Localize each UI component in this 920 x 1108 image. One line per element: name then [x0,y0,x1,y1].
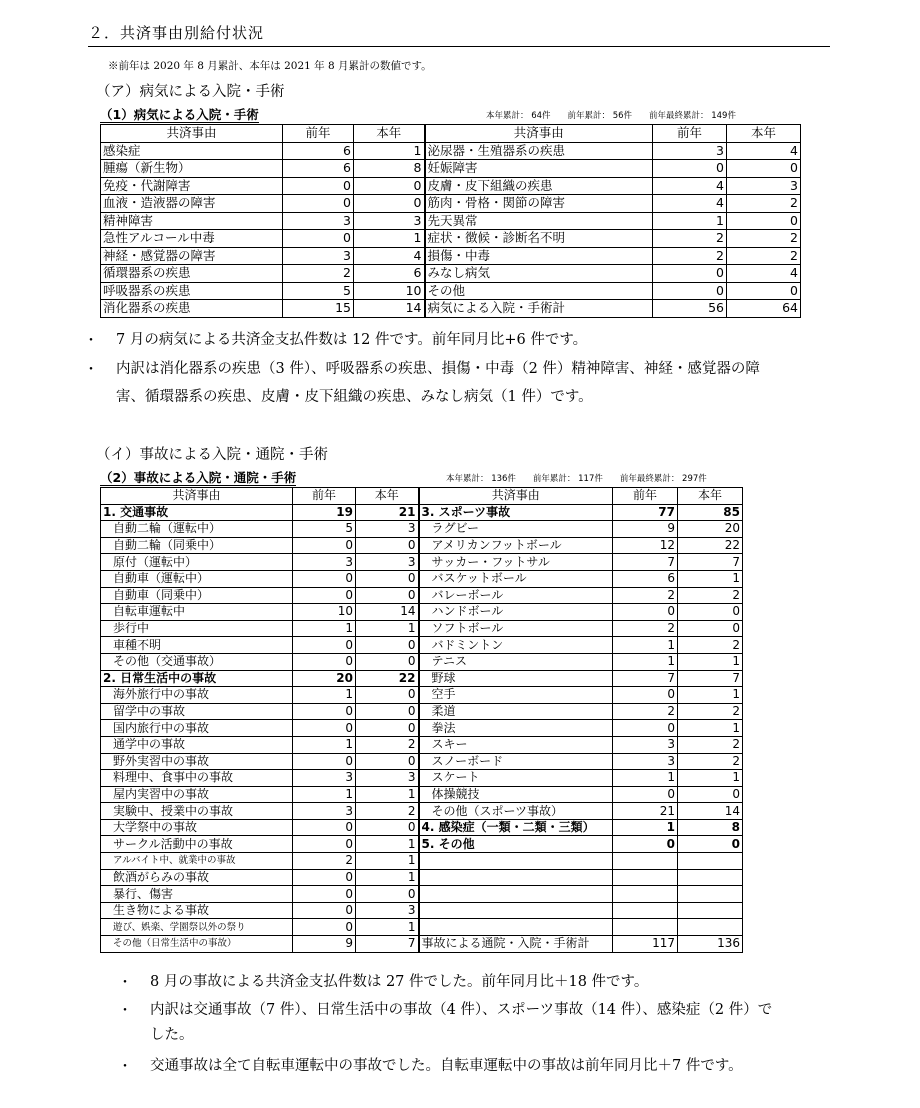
illness-table-cell: 10 [354,282,425,300]
illness-table-cell: 8 [354,160,425,178]
illness-table-header-cell: 前年 [283,125,354,143]
illness-table-cell: 0 [653,282,727,300]
accident-table-cell: 0 [678,836,743,853]
accident-table-cell: 0 [293,836,356,853]
accident-table-cell: 5 [293,521,356,538]
illness-stats: 本年累計： 64件 前年累計： 56件 前年最終累計： 149件 [486,111,736,121]
illness-table-cell: 消化器系の疾患 [101,300,283,318]
accident-table-cell: 0 [293,753,356,770]
accident-table-cell: 留学中の事故 [101,703,293,720]
accident-table-cell: バスケットボール [419,570,613,587]
illness-table-header-row [101,125,801,143]
accident-table-row [101,604,743,621]
illness-table-cell: 妊娠障害 [425,160,653,178]
illness-table-row [101,160,801,178]
accident-table-cell: 3. スポーツ事故 [419,504,613,521]
accident-table-cell: 3 [613,736,678,753]
illness-table-cell: みなし病気 [425,265,653,283]
illness-table-row [101,265,801,283]
illness-table-cell: 3 [653,142,727,160]
illness-table-cell: 2 [727,247,801,265]
accident-table-cell: 歩行中 [101,620,293,637]
illness-table-cell: 2 [653,247,727,265]
accident-table-cell: 3 [613,753,678,770]
illness-table-row [101,300,801,318]
accident-table-cell: 0 [293,570,356,587]
accident-table-row [101,753,743,770]
illness-table-header-cell: 前年 [653,125,727,143]
illness-table-cell: 1 [354,230,425,248]
accident-table-cell: 事故による通院・入院・手術計 [419,936,613,953]
accident-table-cell: 19 [293,504,356,521]
illness-table-cell: 14 [354,300,425,318]
accident-table-cell: 2 [613,587,678,604]
accident-table-cell: 1 [293,620,356,637]
illness-table-cell: 0 [727,160,801,178]
accident-table-cell: 0 [356,570,419,587]
illness-table-cell: 4 [653,195,727,213]
accident-table-cell: 1 [613,770,678,787]
accident-table-cell: 実験中、授業中の事故 [101,803,293,820]
illness-table-cell: 感染症 [101,142,283,160]
accident-table-cell: 2 [678,637,743,654]
illness-table [100,124,801,318]
illness-table-cell: 循環器系の疾患 [101,265,283,283]
illness-table-cell: 筋肉・骨格・関節の障害 [425,195,653,213]
illness-table-cell: 病気による入院・手術計 [425,300,653,318]
accident-table-cell: 野球 [419,670,613,687]
accident-table-row [101,587,743,604]
illness-table-row [101,212,801,230]
accident-table-cell [678,886,743,903]
accident-table-cell: スノーボード [419,753,613,770]
accident-table-cell: 拳法 [419,720,613,737]
accident-table-cell: 0 [356,653,419,670]
illness-summary-1: 7 月の病気による共済金支払件数は 12 件です。前年同月比+6 件です。 [116,332,588,348]
illness-table-cell: 64 [727,300,801,318]
illness-table-cell: 4 [727,142,801,160]
accident-table-cell: 3 [356,554,419,571]
accident-table-cell: 1 [356,836,419,853]
accident-table-cell: 0 [678,620,743,637]
illness-table-cell: 0 [354,195,425,213]
accident-summary-4: 交通事故は全て自転車運転中の事故でした。自転車運転中の事故は前年同月比＋7 件です。 [150,1058,743,1074]
accident-table-cell: 2 [678,587,743,604]
accident-table-cell: 原付（運転中） [101,554,293,571]
accident-table-cell [678,902,743,919]
accident-table-cell: 21 [613,803,678,820]
illness-table-cell: 56 [653,300,727,318]
accident-table-cell: 1 [678,653,743,670]
accident-table-cell: 7 [678,670,743,687]
accident-table-cell: その他（交通事故） [101,653,293,670]
illness-table-cell: 呼吸器系の疾患 [101,282,283,300]
accident-table-cell: 野外実習中の事故 [101,753,293,770]
accident-table-cell [613,853,678,870]
illness-table-header-cell: 共済事由 [101,125,283,143]
accident-table [100,487,743,953]
accident-table-cell: 屋内実習中の事故 [101,786,293,803]
accident-table-cell: 1 [293,786,356,803]
illness-table-cell: 0 [727,212,801,230]
illness-bullet-mark-1: ・ [84,333,98,349]
accident-table-header-row [101,488,743,505]
accident-table-row [101,869,743,886]
accident-table-row [101,919,743,936]
accident-table-cell: 1 [356,620,419,637]
accident-table-cell: 自動車（同乗中） [101,587,293,604]
accident-table-cell: 0 [293,819,356,836]
illness-table-header-cell: 本年 [354,125,425,143]
accident-table-cell: 0 [356,819,419,836]
accident-table-row [101,703,743,720]
accident-table-cell: アメリカンフットボール [419,537,613,554]
accident-table-cell: 8 [678,819,743,836]
illness-table-cell: 2 [283,265,354,283]
accident-table-cell: 22 [356,670,419,687]
accident-table-cell: 生き物による事故 [101,902,293,919]
illness-table-cell: 6 [283,160,354,178]
accident-table-cell: 3 [293,803,356,820]
accident-table-cell: 14 [678,803,743,820]
accident-table-cell: 2. 日常生活中の事故 [101,670,293,687]
accident-table-cell: 3 [293,770,356,787]
accident-table-cell: 0 [356,753,419,770]
accident-table-cell: 0 [293,537,356,554]
section-heading: ２．共済事由別給付状況 [88,24,265,42]
accident-table-cell: サークル活動中の事故 [101,836,293,853]
accident-table-row [101,620,743,637]
accident-table-row [101,720,743,737]
illness-table-cell: 0 [653,160,727,178]
accident-summary-1: 8 月の事故による共済金支払件数は 27 件でした。前年同月比＋18 件です。 [150,974,649,990]
accident-table-cell: 2 [356,736,419,753]
accident-table-cell: 自動車（運転中） [101,570,293,587]
illness-subheading: （ア）病気による入院・手術 [96,84,285,100]
illness-table-cell: その他 [425,282,653,300]
accident-table-row [101,902,743,919]
illness-table-row [101,142,801,160]
accident-table-cell: ハンドボール [419,604,613,621]
accident-table-cell: 2 [678,703,743,720]
accident-table-cell: 料理中、食事中の事故 [101,770,293,787]
illness-table-cell: 泌尿器・生殖器系の疾患 [425,142,653,160]
illness-table-cell: 0 [653,265,727,283]
accident-table-row [101,736,743,753]
accident-table-cell: 0 [293,919,356,936]
accident-table-cell: 7 [356,936,419,953]
accident-table-cell: その他（日常生活中の事故） [101,936,293,953]
accident-table-header-cell: 前年 [613,488,678,505]
accident-table-cell [419,919,613,936]
illness-table-cell: 0 [354,177,425,195]
accident-table-cell: 自動二輪（運転中） [101,521,293,538]
accident-table-cell: 14 [356,604,419,621]
accident-table-header-cell: 共済事由 [419,488,613,505]
accident-table-cell: 4. 感染症（一類・二類・三類） [419,819,613,836]
accident-table-cell: 9 [293,936,356,953]
accident-table-cell: 0 [613,836,678,853]
accident-stats: 本年累計： 136件 前年累計： 117件 前年最終累計： 297件 [446,474,707,484]
accident-table-cell: 1 [678,770,743,787]
period-note: ※前年は 2020 年 8 月累計、本年は 2021 年 8 月累計の数値です。 [108,60,432,72]
accident-table-cell: 0 [356,720,419,737]
illness-table-cell: 5 [283,282,354,300]
accident-table-cell: 22 [678,537,743,554]
accident-table-cell: 10 [293,604,356,621]
illness-table-cell: 精神障害 [101,212,283,230]
accident-table-cell: 3 [293,554,356,571]
accident-table-cell: 柔道 [419,703,613,720]
accident-table-cell: 0 [613,786,678,803]
accident-table-cell [678,853,743,870]
illness-table-row [101,177,801,195]
accident-table-cell: 2 [678,753,743,770]
accident-table-cell: 1 [356,869,419,886]
illness-table-cell: 先天異常 [425,212,653,230]
accident-summary-3: した。 [150,1027,194,1043]
illness-table-cell: 腫瘍（新生物） [101,160,283,178]
accident-table-caption: （2）事故による入院・通院・手術 [100,470,297,485]
accident-table-cell [678,919,743,936]
accident-table-cell: 5. その他 [419,836,613,853]
accident-table-row [101,670,743,687]
accident-table-cell [419,902,613,919]
illness-table-cell: 損傷・中毒 [425,247,653,265]
accident-table-cell: 自転車運転中 [101,604,293,621]
accident-table-cell: 9 [613,521,678,538]
accident-table-cell: サッカー・フットサル [419,554,613,571]
accident-table-cell: 0 [678,604,743,621]
accident-table-cell: 0 [356,587,419,604]
accident-table-row [101,521,743,538]
accident-table-cell: 1 [678,570,743,587]
accident-table-cell: 大学祭中の事故 [101,819,293,836]
accident-table-row [101,886,743,903]
accident-table-cell: ラグビー [419,521,613,538]
accident-table-cell: 0 [293,720,356,737]
illness-table-header-cell: 本年 [727,125,801,143]
illness-table-cell: 3 [283,247,354,265]
accident-table-cell: バドミントン [419,637,613,654]
accident-table-cell: 自動二輪（同乗中） [101,537,293,554]
accident-table-cell: 1 [293,736,356,753]
accident-table-cell: 2 [293,853,356,870]
accident-table-cell: バレーボール [419,587,613,604]
illness-table-cell: 急性アルコール中毒 [101,230,283,248]
accident-table-cell: 国内旅行中の事故 [101,720,293,737]
accident-table-cell: 12 [613,537,678,554]
accident-table-cell [419,886,613,903]
accident-bullet-mark-1: ・ [118,975,132,991]
accident-table-row [101,504,743,521]
illness-table-cell: 免疫・代謝障害 [101,177,283,195]
accident-table-cell: その他（スポーツ事故） [419,803,613,820]
illness-table-caption: （1）病気による入院・手術 [100,107,259,122]
accident-table-cell: 20 [678,521,743,538]
accident-table-cell: 7 [613,670,678,687]
illness-bullet-mark-2: ・ [84,362,98,378]
accident-table-cell: 0 [293,703,356,720]
accident-table-row [101,803,743,820]
accident-table-cell: 1 [613,637,678,654]
illness-table-cell: 1 [354,142,425,160]
accident-table-cell: 2 [613,620,678,637]
illness-table-cell: 0 [727,282,801,300]
illness-table-cell: 3 [727,177,801,195]
accident-table-row [101,819,743,836]
illness-table-row [101,230,801,248]
illness-summary-3: 害、循環器系の疾患、皮膚・皮下組織の疾患、みなし病気（1 件）です。 [116,389,593,405]
illness-table-cell: 症状・徴候・診断名不明 [425,230,653,248]
accident-table-row [101,570,743,587]
illness-table-row [101,282,801,300]
accident-table-cell: 0 [293,587,356,604]
accident-table-cell: 0 [293,886,356,903]
accident-table-cell: 空手 [419,687,613,704]
illness-table-cell: 3 [283,212,354,230]
accident-table-cell: 車種不明 [101,637,293,654]
illness-table-row [101,195,801,213]
accident-table-row [101,770,743,787]
accident-table-cell: 1 [293,687,356,704]
accident-table-cell: スケート [419,770,613,787]
accident-table-cell: 暴行、傷害 [101,886,293,903]
illness-table-cell: 2 [653,230,727,248]
accident-table-cell: 0 [356,637,419,654]
accident-table-header-cell: 前年 [293,488,356,505]
accident-table-cell: 0 [356,886,419,903]
accident-table-cell: 3 [356,902,419,919]
accident-table-cell: 2 [613,703,678,720]
accident-table-cell [613,919,678,936]
accident-table-cell: 2 [678,736,743,753]
accident-table-header-cell: 本年 [678,488,743,505]
accident-table-cell: 遊び、娯楽、学園祭以外の祭り [101,919,293,936]
accident-table-cell: 1 [356,853,419,870]
illness-table-cell: 4 [727,265,801,283]
illness-table-cell: 2 [727,195,801,213]
accident-table-cell: 通学中の事故 [101,736,293,753]
accident-table-cell: 136 [678,936,743,953]
accident-bullet-mark-2: ・ [118,1003,132,1019]
illness-table-cell: 4 [354,247,425,265]
accident-table-cell: テニス [419,653,613,670]
accident-table-cell: 0 [293,869,356,886]
illness-table-cell: 皮膚・皮下組織の疾患 [425,177,653,195]
illness-table-cell: 4 [653,177,727,195]
illness-summary-2: 内訳は消化器系の疾患（3 件）、呼吸器系の疾患、損傷・中毒（2 件）精神障害、神経・感覚器の障 [116,361,760,377]
illness-table-cell: 2 [727,230,801,248]
accident-table-row [101,537,743,554]
accident-table-cell [419,869,613,886]
illness-table-cell: 1 [653,212,727,230]
accident-table-cell: 77 [613,504,678,521]
accident-table-cell: 0 [356,687,419,704]
accident-table-cell: 3 [356,770,419,787]
accident-table-cell: 0 [613,687,678,704]
accident-table-cell: 0 [293,902,356,919]
accident-table-cell: 体操競技 [419,786,613,803]
accident-table-cell: 1 [678,720,743,737]
illness-table-cell: 0 [283,177,354,195]
accident-table-cell: 20 [293,670,356,687]
accident-table-cell: 7 [678,554,743,571]
accident-table-header-cell: 本年 [356,488,419,505]
accident-summary-2: 内訳は交通事故（7 件）、日常生活中の事故（4 件）、スポーツ事故（14 件）、感染症（2 件）で [150,1002,773,1018]
accident-table-cell [678,869,743,886]
accident-table-row [101,786,743,803]
accident-table-cell [613,902,678,919]
heading-rule [88,46,830,47]
accident-table-cell: 85 [678,504,743,521]
accident-table-cell: スキー [419,736,613,753]
accident-table-row [101,554,743,571]
accident-table-cell: 6 [613,570,678,587]
accident-table-cell [613,886,678,903]
accident-table-cell: 0 [356,703,419,720]
illness-table-cell: 0 [283,230,354,248]
accident-table-cell: ソフトボール [419,620,613,637]
illness-table-cell: 0 [283,195,354,213]
accident-table-row [101,836,743,853]
accident-table-cell: 21 [356,504,419,521]
accident-table-cell: 2 [356,803,419,820]
accident-table-cell: 1. 交通事故 [101,504,293,521]
accident-table-header-cell: 共済事由 [101,488,293,505]
accident-table-row [101,936,743,953]
accident-subheading: （イ）事故による入院・通院・手術 [96,447,328,463]
accident-table-cell: 海外旅行中の事故 [101,687,293,704]
accident-table-cell: 1 [678,687,743,704]
accident-table-row [101,853,743,870]
accident-table-cell: 7 [613,554,678,571]
accident-table-cell: 0 [293,653,356,670]
illness-table-cell: 6 [354,265,425,283]
accident-table-cell: 1 [356,919,419,936]
accident-bullet-mark-3: ・ [118,1059,132,1075]
accident-table-cell: 1 [356,786,419,803]
accident-table-cell: 0 [613,720,678,737]
accident-table-cell: 0 [613,604,678,621]
illness-table-header-cell: 共済事由 [425,125,653,143]
accident-table-cell: アルバイト中、就業中の事故 [101,853,293,870]
illness-table-cell: 血液・造液器の障害 [101,195,283,213]
accident-table-cell [613,869,678,886]
illness-table-row [101,247,801,265]
accident-table-row [101,653,743,670]
accident-table-cell: 1 [613,819,678,836]
accident-table-row [101,637,743,654]
illness-table-cell: 神経・感覚器の障害 [101,247,283,265]
accident-table-cell: 0 [293,637,356,654]
accident-table-row [101,687,743,704]
accident-table-cell: 0 [678,786,743,803]
accident-table-cell: 0 [356,537,419,554]
illness-table-cell: 15 [283,300,354,318]
illness-table-cell: 6 [283,142,354,160]
accident-table-cell: 117 [613,936,678,953]
illness-table-cell: 3 [354,212,425,230]
accident-table-cell: 1 [613,653,678,670]
accident-table-cell [419,853,613,870]
accident-table-cell: 飲酒がらみの事故 [101,869,293,886]
accident-table-cell: 3 [356,521,419,538]
